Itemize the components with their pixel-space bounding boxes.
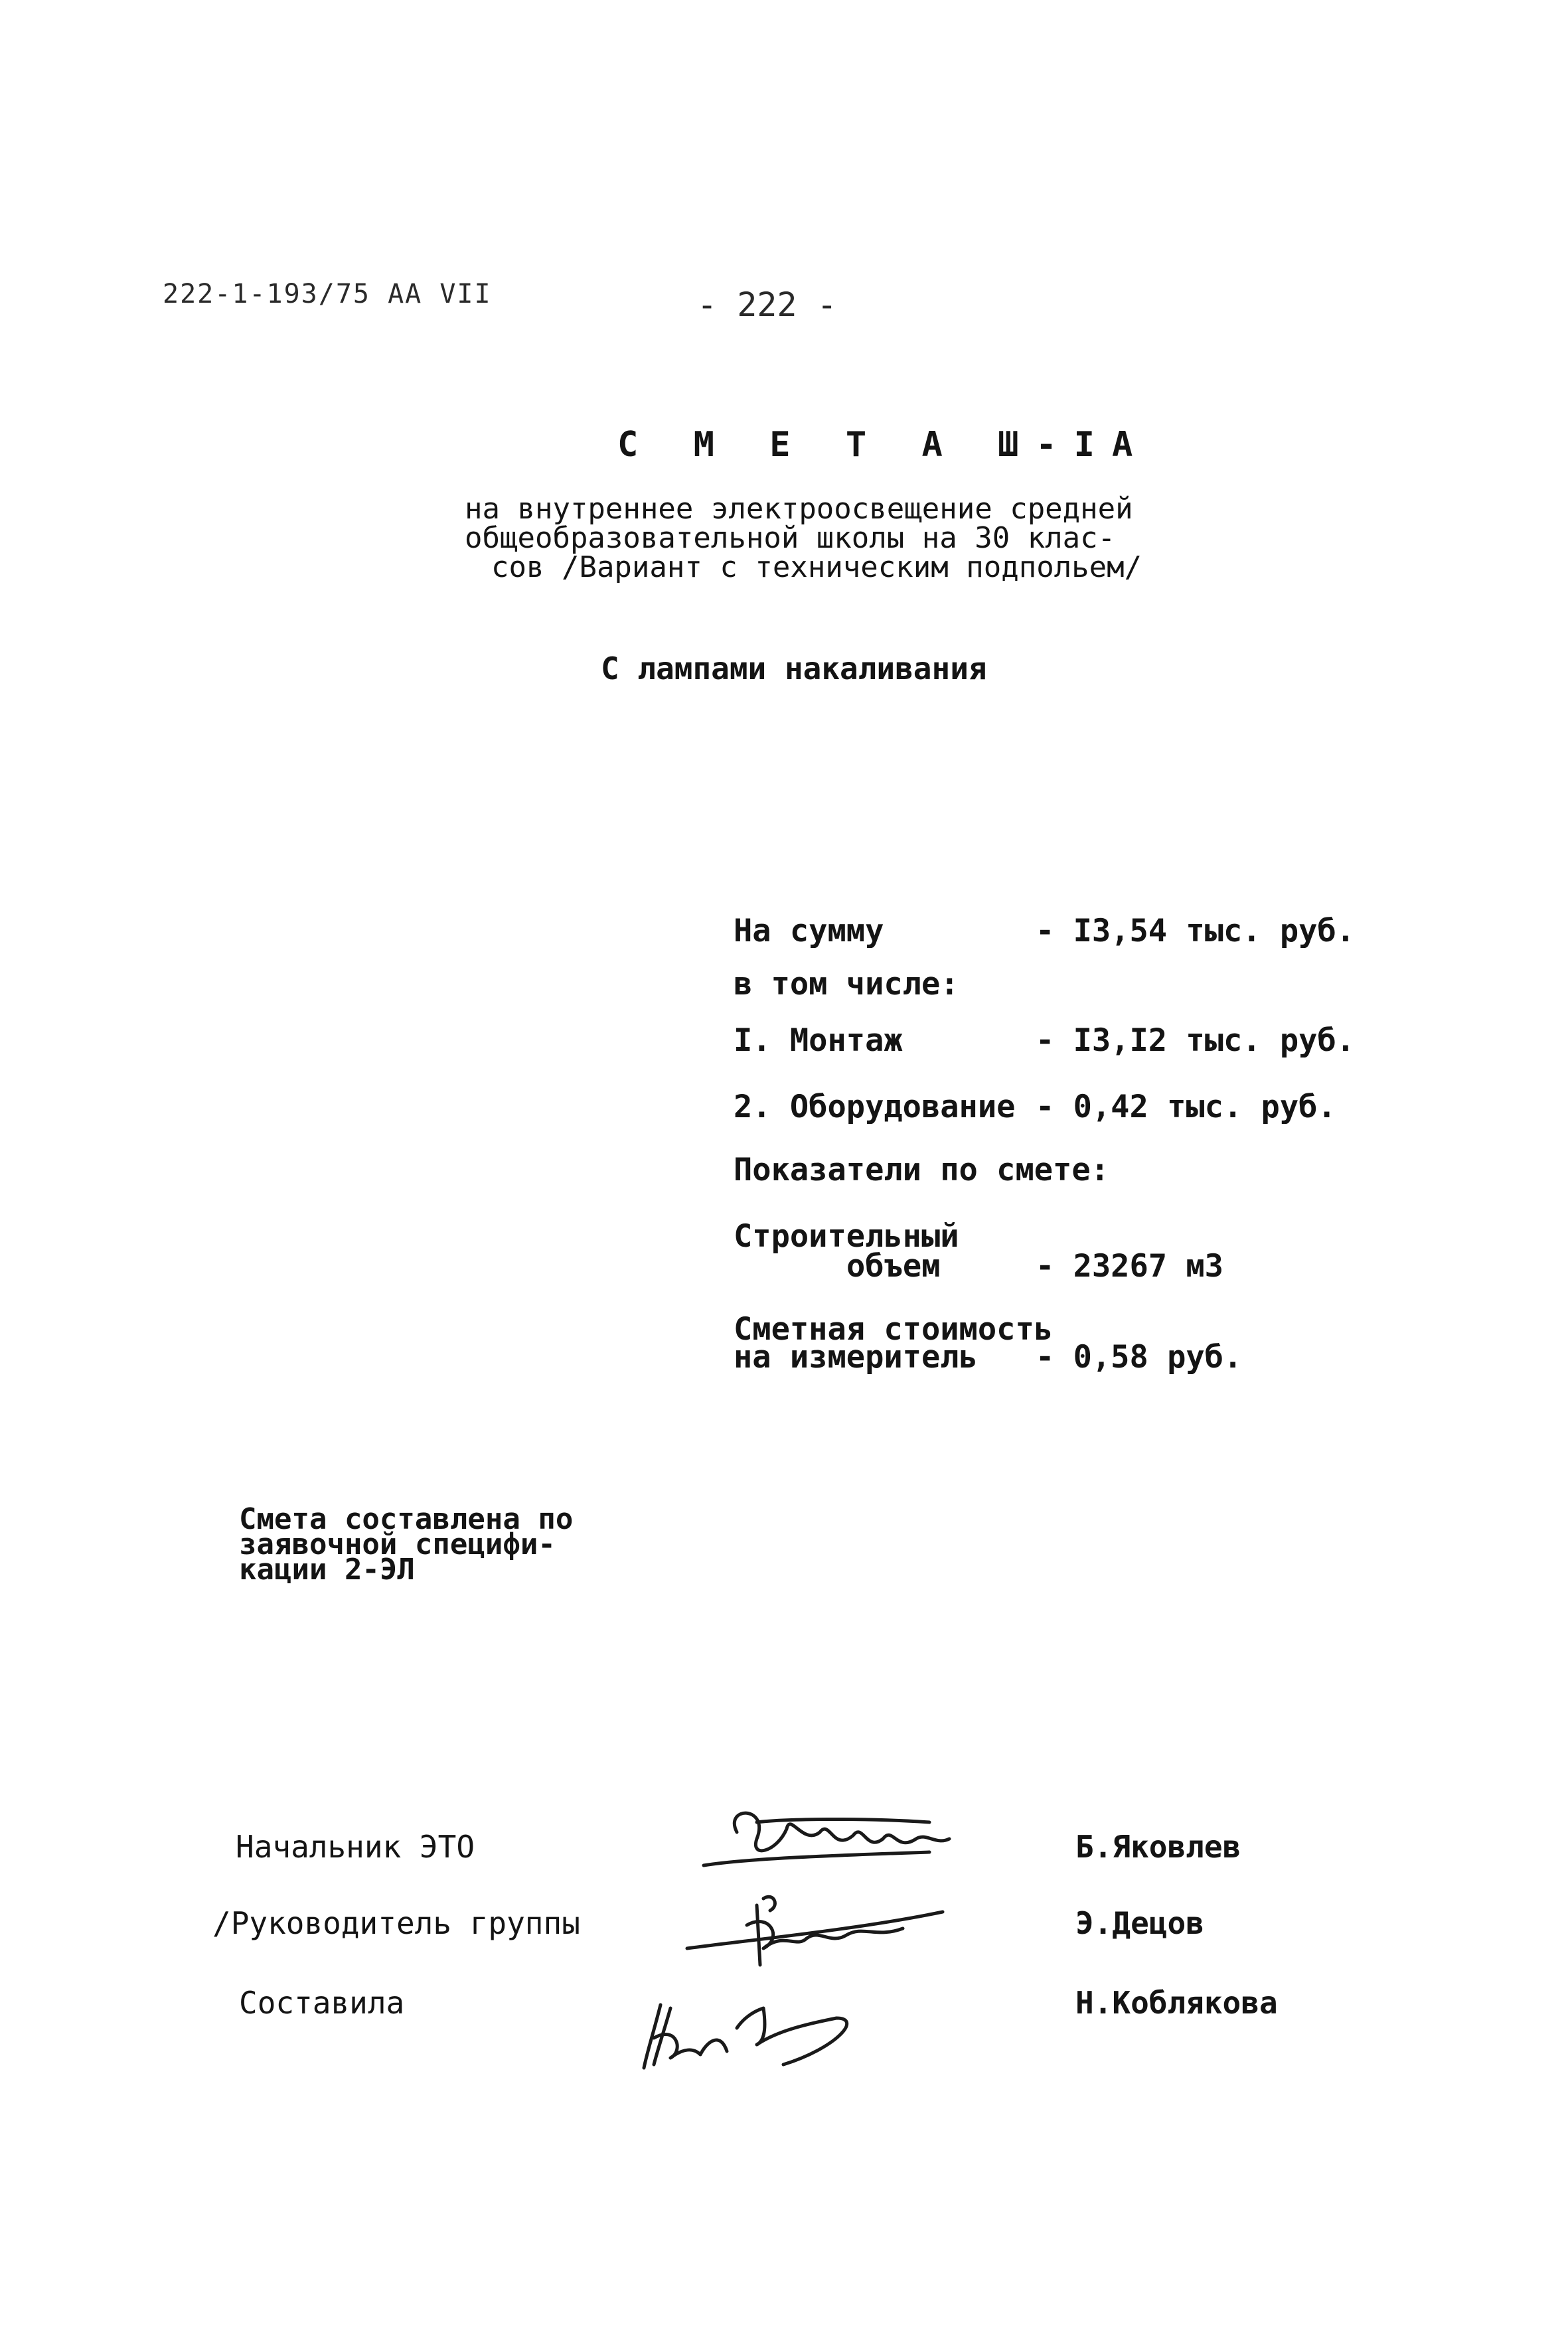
volume-label-line2: объем: [846, 1248, 941, 1285]
signature-2: [687, 1897, 943, 1965]
signer-name-3: Н.Коблякова: [1075, 1985, 1278, 2021]
signature-3: [644, 2005, 847, 2068]
signer-role-2: /Руководитель группы: [212, 1905, 580, 1941]
subtitle-line: сов /Вариант с техническим подпольем/: [491, 550, 1142, 584]
equipment-value: - 0,42 тыс. руб.: [1036, 1089, 1336, 1125]
document-title: С М Е Т А Ш-IА: [617, 425, 1150, 465]
signer-role-1: Начальник ЭТО: [236, 1829, 475, 1865]
signer-role-3: Составила: [239, 1985, 405, 2021]
basis-note-line: кации 2-ЭЛ: [239, 1553, 415, 1587]
document-code: 222-1-193/75 АА VII: [163, 279, 492, 309]
installation-value: - I3,I2 тыс. руб.: [1036, 1022, 1356, 1059]
equipment-label: 2. Оборудование: [734, 1089, 1016, 1125]
total-value: - I3,54 тыс. руб.: [1036, 913, 1356, 949]
signer-name-2: Э.Децов: [1075, 1905, 1204, 1941]
total-label: На сумму: [734, 913, 884, 949]
signer-name-1: Б.Яковлев: [1075, 1829, 1241, 1865]
subtitle-line: общеобразовательной школы на 30 клас-: [465, 521, 1116, 555]
volume-value: - 23267 м3: [1036, 1248, 1223, 1285]
volume-label-line1: Строительный: [734, 1218, 959, 1255]
page-number: - 222 -: [697, 285, 837, 324]
basis-note-line: заявочной специфи-: [239, 1528, 556, 1561]
installation-label: I. Монтаж: [734, 1022, 903, 1059]
subtitle-line: на внутреннее электроосвещение средней: [465, 492, 1133, 526]
basis-note-line: Смета составлена по: [239, 1502, 574, 1536]
unit-cost-label-line1: Сметная стоимость: [734, 1311, 1054, 1348]
unit-cost-label-line2: на измеритель: [734, 1339, 978, 1375]
lamps-note: С лампами накаливания: [601, 651, 987, 686]
unit-cost-value: - 0,58 руб.: [1036, 1339, 1243, 1375]
indicators-label: Показатели по смете:: [734, 1152, 1109, 1188]
signature-1: [704, 1813, 949, 1865]
including-label: в том числе:: [734, 966, 959, 1002]
